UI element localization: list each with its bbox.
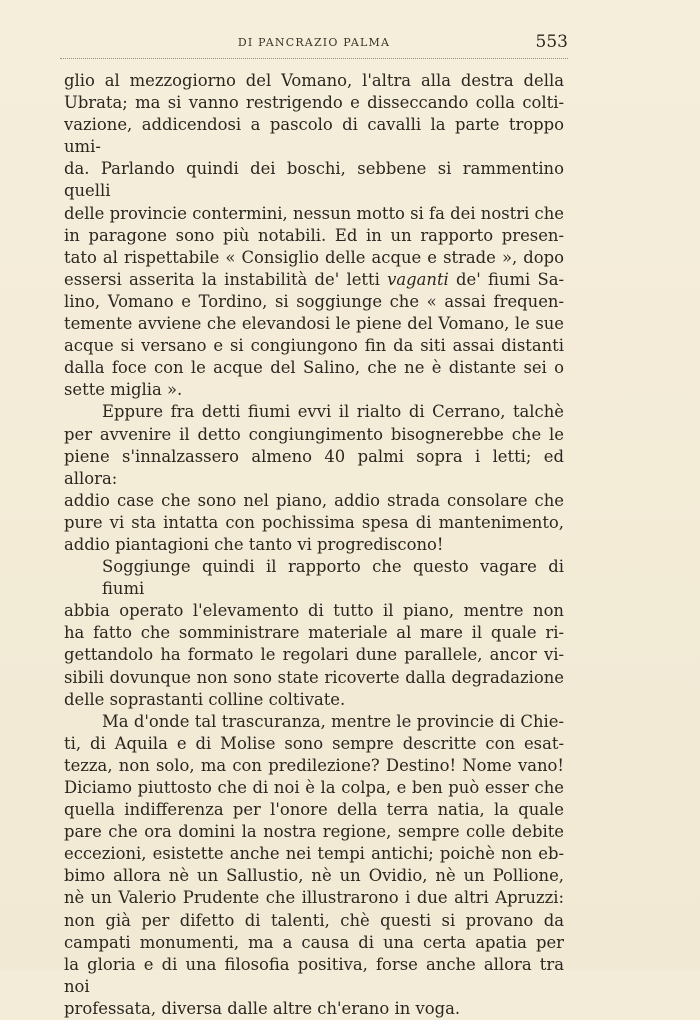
text-line: lino, Vomano e Tordino, si soggiunge che « assai frequen-: [64, 291, 564, 311]
body-text: [64, 70, 564, 1020]
text-line: Eppure fra detti fiumi evvi il rialto di Cerrano, talchè: [102, 402, 564, 422]
text-line: Ma d'onde tal trascuranza, mentre le provincie di Chie-: [102, 711, 564, 731]
text-line: Soggiunge quindi il rapporto che questo vagare di fiumi: [102, 557, 564, 599]
paragraph: [64, 711, 564, 1020]
text-line: sette miglia ».: [64, 380, 183, 400]
text-line: ha fatto che somministrare materiale al mare il quale ri-: [64, 623, 564, 643]
text-line: la gloria e di una filosofia positiva, forse anche allora tra noi: [64, 954, 564, 996]
text-line: bimo allora nè un Sallustio, nè un Ovidio, nè un Pollione,: [64, 866, 564, 886]
page-number: 553: [535, 32, 568, 52]
text-line: ti, di Aquila e di Molise sono sempre descritte con esat-: [64, 733, 564, 753]
text-line: Ubrata; ma si vanno restrigendo e disseccando colla colti-: [64, 93, 564, 113]
text-line: non già per difetto di talenti, chè questi si provano da: [64, 910, 564, 930]
text-line: professata, diversa dalle altre ch'erano in voga.: [64, 998, 461, 1018]
text-line: pare che ora domini la nostra regione, sempre colle debite: [64, 822, 564, 842]
text-line: in paragone sono più notabili. Ed in un rapporto presen-: [64, 225, 564, 245]
text-line: addio case che sono nel piano, addio strada consolare che: [64, 490, 564, 510]
italic-word: vaganti: [387, 269, 449, 289]
paragraph: [64, 556, 564, 711]
text-line: glio al mezzogiorno del Vomano, l'altra alla destra della: [64, 71, 564, 90]
text-line: delle provincie contermini, nessun motto si fa dei nostri che: [64, 203, 564, 223]
text-line: quella indifferenza per l'onore della terra natia, la quale: [64, 800, 564, 820]
text-line: acque si versano e si congiungono fin da siti assai distanti: [64, 336, 564, 356]
text-line: delle soprastanti colline coltivate.: [64, 689, 346, 709]
page-header: [60, 30, 568, 59]
text-line: nè un Valerio Prudente che illustrarono i due altri Apruzzi:: [64, 888, 564, 908]
text-line: sibili dovunque non sono state ricoverte dalla degradazione: [64, 667, 564, 687]
paragraph: [64, 401, 564, 556]
text-line: abbia operato l'elevamento di tutto il piano, mentre non: [64, 601, 564, 621]
text-line: eccezioni, esistette anche nei tempi antichi; poichè non eb-: [64, 844, 564, 864]
running-head: DI PANCRAZIO PALMA: [237, 36, 391, 49]
text-line: addio piantagioni che tanto vi progrediscono!: [64, 534, 444, 554]
text-line: gettandolo ha formato le regolari dune parallele, ancor vi-: [64, 645, 564, 665]
text-line: tato al rispettabile « Consiglio delle acque e strade », dopo: [64, 247, 564, 267]
text-line: [64, 269, 564, 291]
text-line: tezza, non solo, ma con predilezione? Destino! Nome vano!: [64, 755, 564, 775]
text-line: piene s'innalzassero almeno 40 palmi sopra i letti; ed allora:: [64, 446, 564, 488]
text-line: dalla foce con le acque del Salino, che ne è distante sei o: [64, 358, 564, 378]
text-line: vazione, addicendosi a pascolo di cavalli la parte troppo umi-: [64, 115, 564, 157]
text-line: temente avviene che elevandosi le piene del Vomano, le sue: [64, 314, 564, 334]
text-line: pure vi sta intatta con pochissima spesa di mantenimento,: [64, 512, 564, 532]
text-segment: essersi asserita la instabilità de' letti: [64, 269, 388, 289]
text-line: campati monumenti, ma a causa di una certa apatia per: [64, 932, 564, 952]
text-line: Diciamo piuttosto che di noi è la colpa, e ben può esser che: [64, 778, 564, 797]
paragraph: [64, 70, 564, 401]
text-segment: de' fiumi Sa-: [448, 269, 565, 289]
text-line: per avvenire il detto congiungimento bisognerebbe che le: [64, 424, 564, 444]
text-line: da. Parlando quindi dei boschi, sebbene si rammentino quelli: [64, 159, 564, 201]
